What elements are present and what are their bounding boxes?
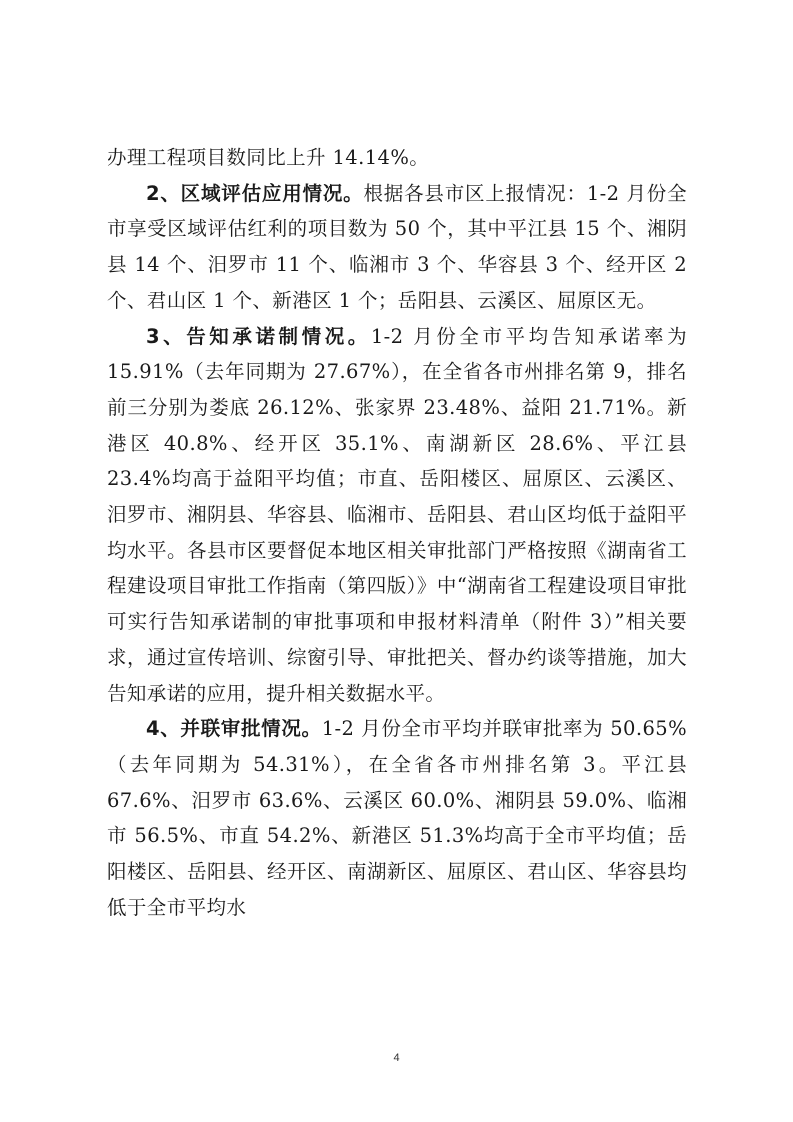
paragraph-notification-commitment [107,319,687,712]
section-heading: 4、并联审批情况。 [146,717,322,741]
paragraph-parallel-approval [107,711,687,925]
section-heading: 2、区域评估应用情况。 [146,181,364,205]
document-body [107,140,687,925]
section-heading: 3、告知承诺制情况。 [146,324,371,348]
paragraph-text: 办理工程项目数同比上升 14.14%。 [107,146,430,169]
paragraph-text: 1-2 月份全市平均并联审批率为 50.65%（去年同期为 54.31%），在全省各市州排名第 3。平江县 67.6%、汨罗市 63.6%、云溪区 60.0%、湘阴县 59.0%、临湘市 56.5%、市直 54.2%、新港区 51.3%均高于全市平均值；岳阳楼区、岳阳县、经开区、南湖新区、屈原区、君山区、华容县均低于全市平均水 [107,717,687,919]
paragraph-continuation [107,140,687,176]
page-number: 4 [393,1052,400,1064]
paragraph-text: 根据各县市区上报情况：1-2 月份全市享受区域评估红利的项目数为 50 个，其中平江县 15 个、湘阴县 14 个、汨罗市 11 个、临湘市 3 个、华容县 3 个、经开区 2 个、君山区 1 个、新港区 1 个；岳阳县、云溪区、屈原区无。 [107,181,687,312]
paragraph-regional-assessment [107,176,687,319]
paragraph-text: 1-2 月份全市平均告知承诺率为 15.91%（去年同期为 27.67%），在全省各市州排名第 9，排名前三分别为娄底 26.12%、张家界 23.48%、益阳 21.71%。新港区 40.8%、经开区 35.1%、南湖新区 28.6%、平江县 23.4%均高于益阳平均值；市直、岳阳楼区、屈原区、云溪区、汨罗市、湘阴县、华容县、临湘市、岳阳县、君山区均低于益阳平均水平。各县市区要督促本地区相关审批部门严格按照《湖南省工程建设项目审批工作指南（第四版）》中“湖南省工程建设项目审批可实行告知承诺制的审批事项和申报材料清单（附件 3）”相关要求，通过宣传培训、综窗引导、审批把关、督办约谈等措施，加大告知承诺的应用，提升相关数据水平。 [107,324,687,705]
